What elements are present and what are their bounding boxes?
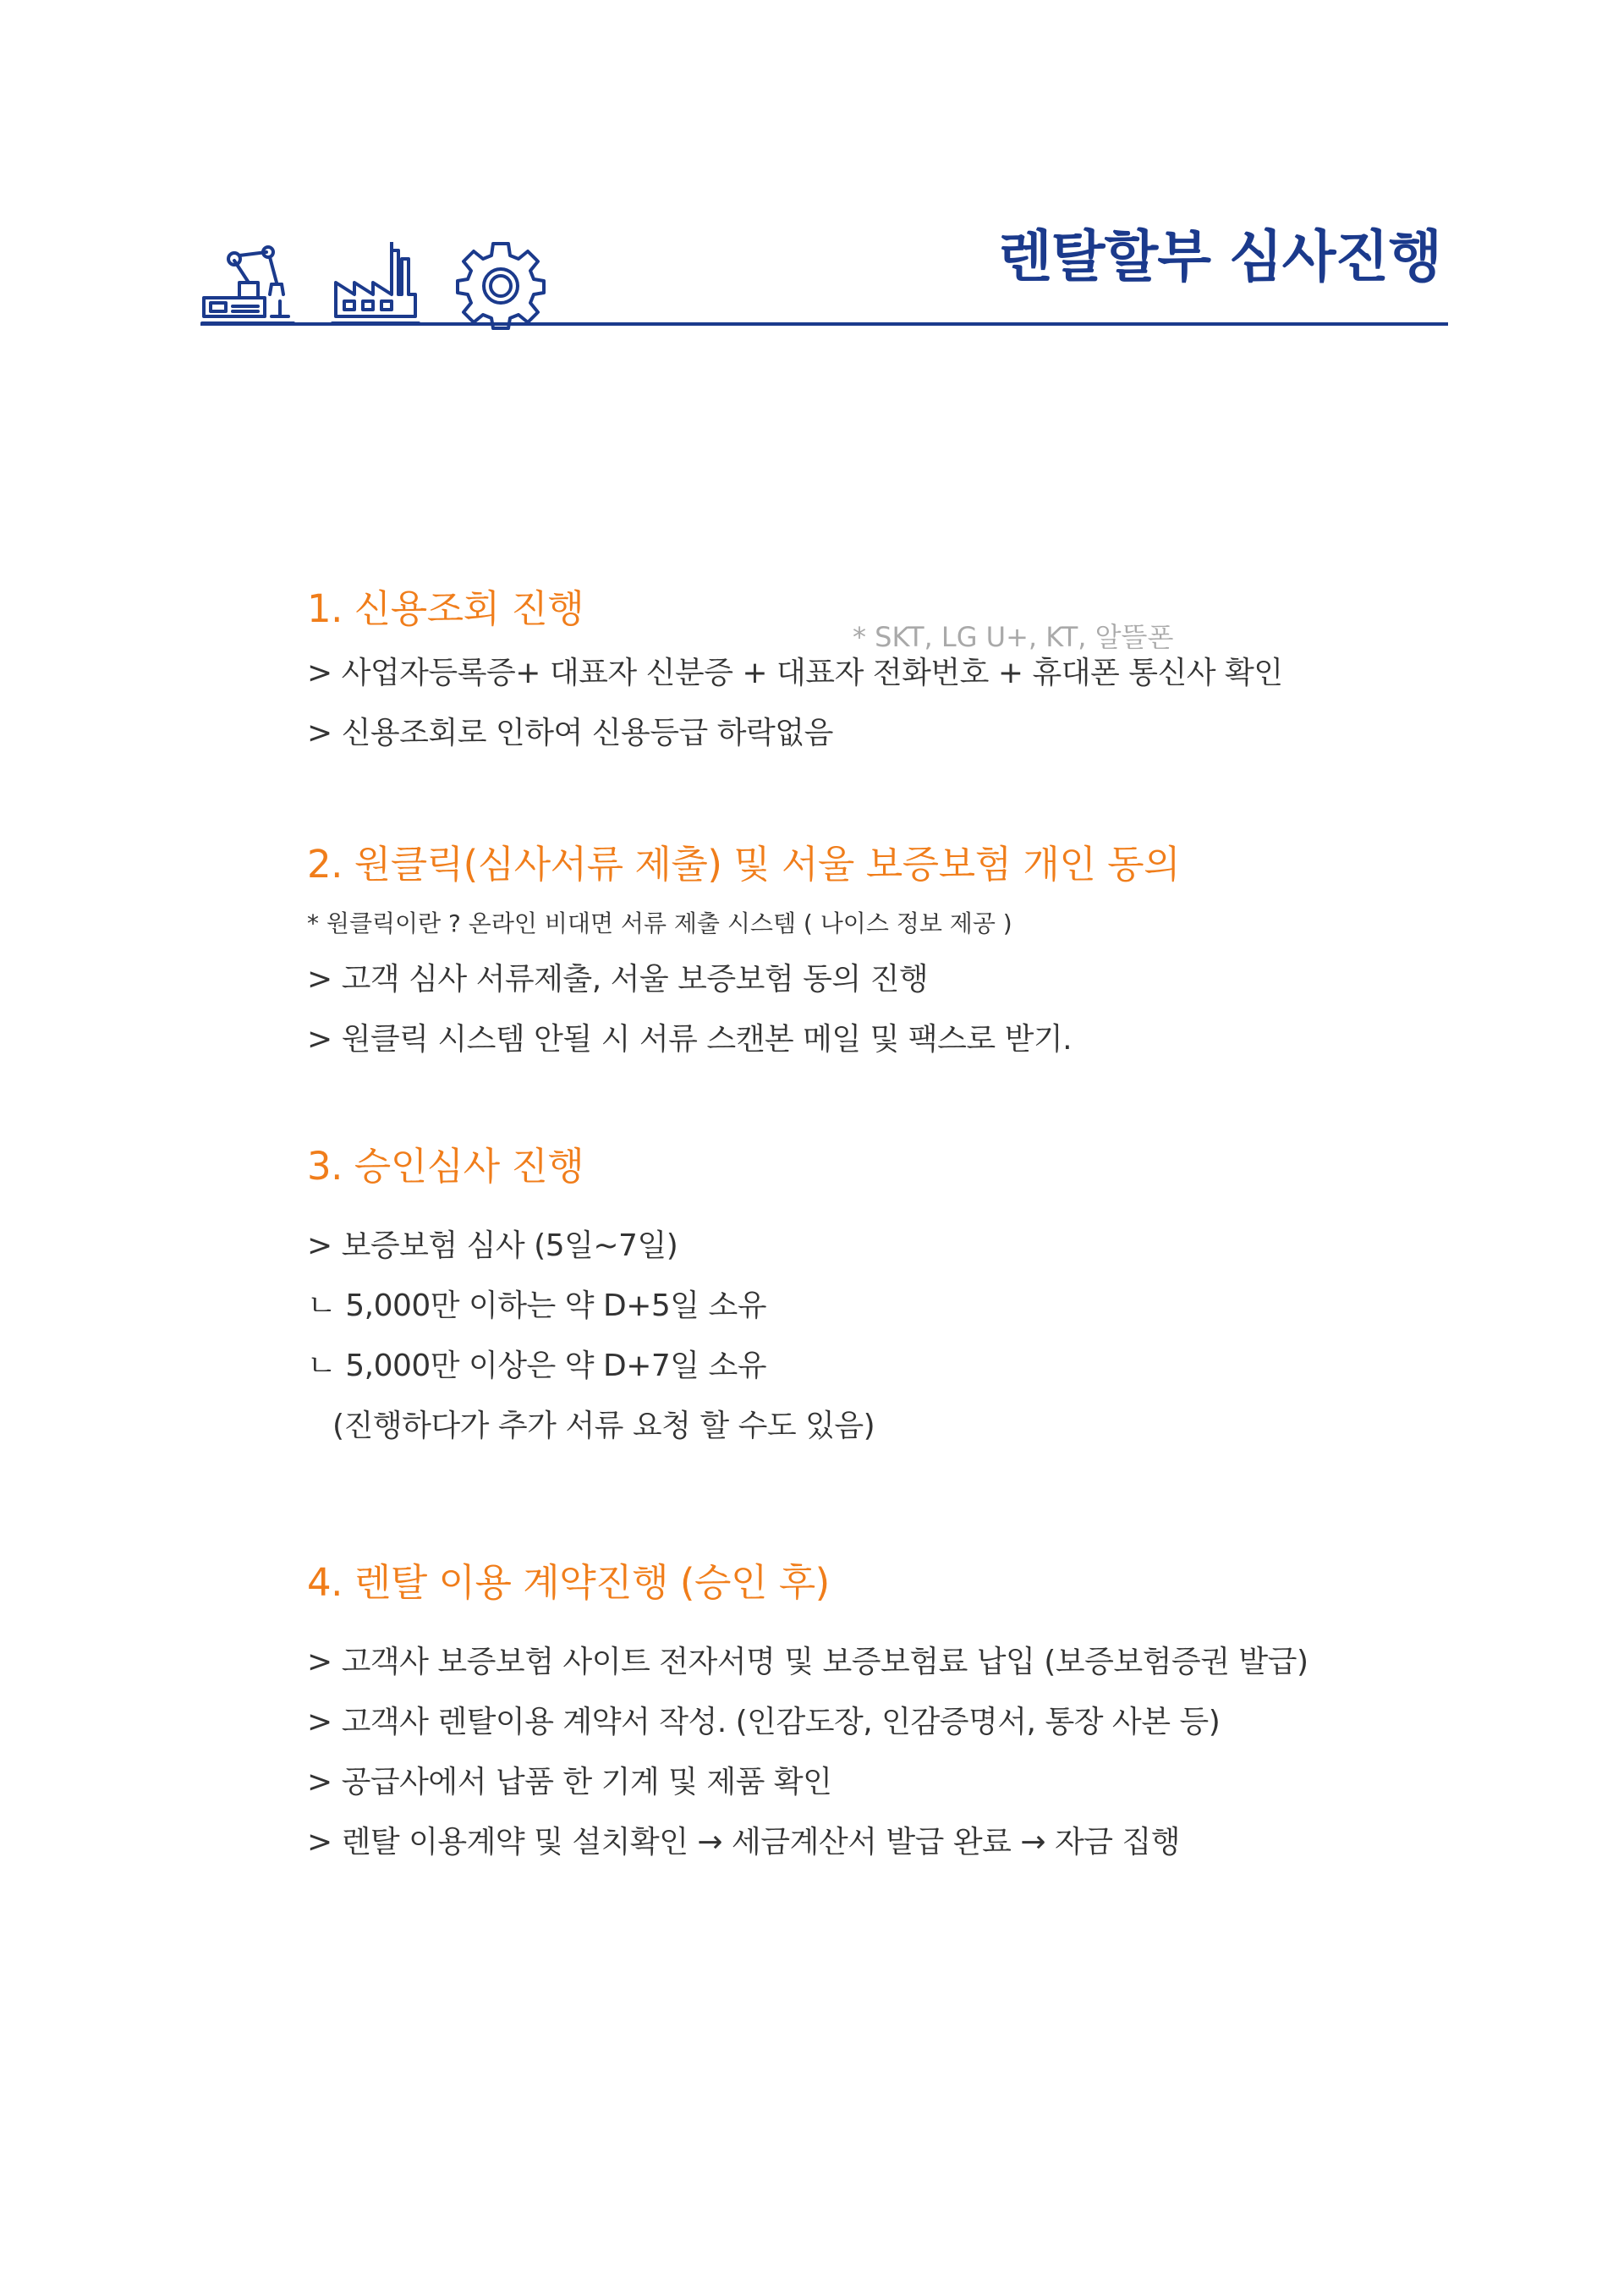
list-item: > 고객사 보증보험 사이트 전자서명 및 보증보험료 납입 (보증보험증권 발급) [307,1645,1309,1679]
list-item: > 고객 심사 서류제출, 서울 보증보험 동의 진행 [307,962,929,997]
list-item: > 사업자등록증+ 대표자 신분증 + 대표자 전화번호 + 휴대폰 통신사 확인 [307,656,1283,690]
robot-arm-icon [200,242,295,330]
list-item: ㄴ 5,000만 이상은 약 D+7일 소유 [307,1349,767,1383]
section-title: 3. 승인심사 진행 [307,1144,584,1189]
header-divider [200,322,1448,326]
list-item: > 원클릭 시스템 안될 시 서류 스캔본 메일 및 팩스로 받기. [307,1022,1073,1057]
list-item: > 고객사 렌탈이용 계약서 작성. (인감도장, 인감증명서, 통장 사본 등) [307,1705,1221,1739]
section-title: 4. 렌탈 이용 계약진행 (승인 후) [307,1560,830,1605]
page-header [200,203,1448,330]
page-title: 렌탈할부 심사진행 [997,224,1441,289]
list-item: > 공급사에서 납품 한 기계 및 제품 확인 [307,1765,832,1799]
section-credit-check [307,575,1474,763]
list-item: > 신용조회로 인하여 신용등급 하락없음 [307,716,833,750]
content [307,575,1474,1872]
section-title: 2. 원클릭(심사서류 제출) 및 서울 보증보험 개인 동의 [307,842,1181,887]
list-item: > 렌탈 이용계약 및 설치확인 → 세금계산서 발급 완료 → 자금 집행 [307,1825,1180,1860]
section-approval-review [307,1133,1474,1456]
list-item: (진행하다가 추가 서류 요청 할 수도 있음) [332,1409,875,1443]
list-item: > 보증보험 심사 (5일~7일) [307,1228,678,1263]
section-title: 1. 신용조회 진행 [307,586,584,631]
header-icons [200,220,546,330]
section-rental-contract [307,1549,1474,1872]
carrier-note: * SKT, LG U+, KT, 알뜰폰 [853,621,1174,653]
factory-icon [331,242,420,330]
list-item: ㄴ 5,000만 이하는 약 D+5일 소유 [307,1288,767,1323]
section-one-click [307,831,1474,1069]
gear-icon [456,240,546,330]
section-note: * 원클릭이란 ? 온라인 비대면 서류 제출 시스템 ( 나이스 정보 제공 ) [307,909,1012,937]
